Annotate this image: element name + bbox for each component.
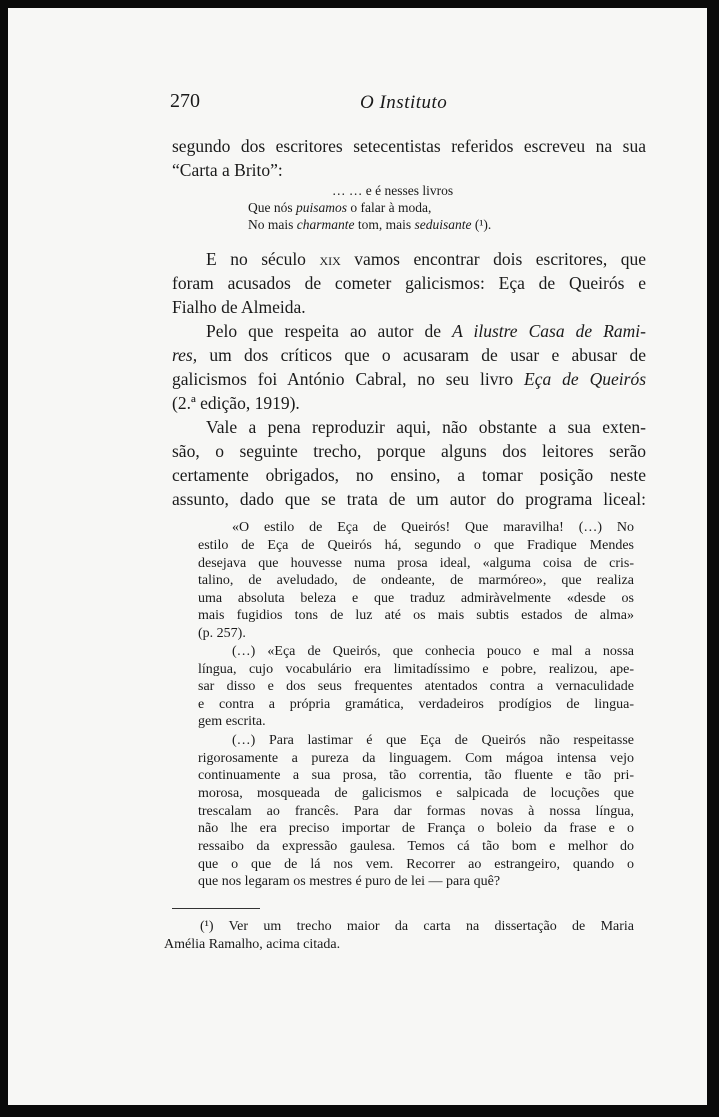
para2-line-3: galicismos foi António Cabral, no seu livro Eça de Queirós [172, 369, 646, 389]
document-page [8, 8, 707, 1105]
quote2-line-5: gem escrita. [198, 714, 266, 729]
quote2-line-4: e contra a própria gramática, verdadeiros prodígios de lingua- [198, 697, 634, 712]
footnote-rule [172, 908, 260, 909]
verse-line-1: … … e é nesses livros [332, 183, 454, 198]
quote2-line-2: língua, cujo vocabulário era limitadíssimo e pobre, realizou, ape- [198, 662, 634, 677]
quote1-line-2: estilo de Eça de Queirós há, segundo o que Fradique Mendes [198, 538, 634, 553]
para3-line-1: Vale a pena reproduzir aqui, não obstante a sua exten- [206, 417, 646, 437]
para1-line-1: E no século xix vamos encontrar dois escritores, que [206, 249, 646, 269]
para1-line-2: foram acusados de cometer galicismos: Eça de Queirós e [172, 273, 646, 293]
quote1-line-4: talino, de aveludado, de ondeante, de marmóreo», que realiza [198, 573, 634, 588]
quote3-line-1: (…) Para lastimar é que Eça de Queirós não respeitasse [232, 733, 634, 748]
para3-line-4: assunto, dado que se trata de um autor do programa liceal: [172, 489, 646, 509]
para1-line-3: Fialho de Almeida. [172, 297, 306, 317]
running-title: O Instituto [360, 92, 448, 113]
quote1-line-6: mais fugidios tons de luz até os mais subtis estados de alma» [198, 608, 634, 623]
para2-line-2: res, um dos críticos que o acusaram de usar e abusar de [172, 345, 646, 365]
quote3-line-4: morosa, mosqueada de galicismos e salpicada de locuções que [198, 786, 634, 801]
quote2-line-3: sar disso e dos seus frequentes atentados contra a vernaculidade [198, 679, 634, 694]
quote1-line-7: (p. 257). [198, 626, 246, 641]
quote1-line-5: uma absoluta beleza e que traduz admiràvelmente «desde os [198, 591, 634, 606]
quote3-line-5: trescalam ao francês. Para dar formas novas à nossa língua, [198, 804, 634, 819]
para2-line-4: (2.ª edição, 1919). [172, 393, 300, 413]
page-number: 270 [170, 90, 200, 112]
quote3-line-3: continuamente a sua prosa, tão correntia, tão fluente e tão pri- [198, 768, 634, 783]
para2-line-1: Pelo que respeita ao autor de A ilustre Casa de Rami- [206, 321, 646, 341]
quote3-line-2: rigorosamente a pureza da linguagem. Com mágoa intensa vejo [198, 751, 634, 766]
quote3-line-6: não lhe era preciso importar de França o boleio da frase e o [198, 821, 634, 836]
quote1-line-1: «O estilo de Eça de Queirós! Que maravilha! (…) No [232, 520, 634, 535]
para3-line-3: certamente obrigados, no ensino, a tomar posição neste [172, 465, 646, 485]
quote2-line-1: (…) «Eça de Queirós, que conhecia pouco e mal a nossa [232, 644, 634, 659]
footnote-line-2: Amélia Ramalho, acima citada. [164, 937, 341, 952]
intro-line-1: segundo dos escritores setecentistas referidos escreveu na sua [172, 136, 646, 156]
para3-line-2: são, o seguinte trecho, porque alguns dos leitores serão [172, 441, 646, 461]
quote1-line-3: desejava que houvesse numa prosa ideal, «alguma coisa de cris- [198, 556, 634, 571]
quote3-line-9: que nos legaram os mestres é puro de lei — para quê? [198, 874, 501, 889]
footnote-line-1: (¹) Ver um trecho maior da carta na dissertação de Maria [200, 919, 634, 934]
intro-line-2: “Carta a Brito”: [172, 160, 283, 180]
quote3-line-8: que o que de lá nos vem. Recorrer ao estrangeiro, quando o [198, 857, 634, 872]
quote3-line-7: ressaibo da expressão gaulesa. Temos cá tão bom e melhor do [198, 839, 634, 854]
verse-line-3: No mais charmante tom, mais seduisante (¹). [248, 217, 492, 232]
verse-line-2: Que nós puisamos o falar à moda, [248, 200, 432, 215]
